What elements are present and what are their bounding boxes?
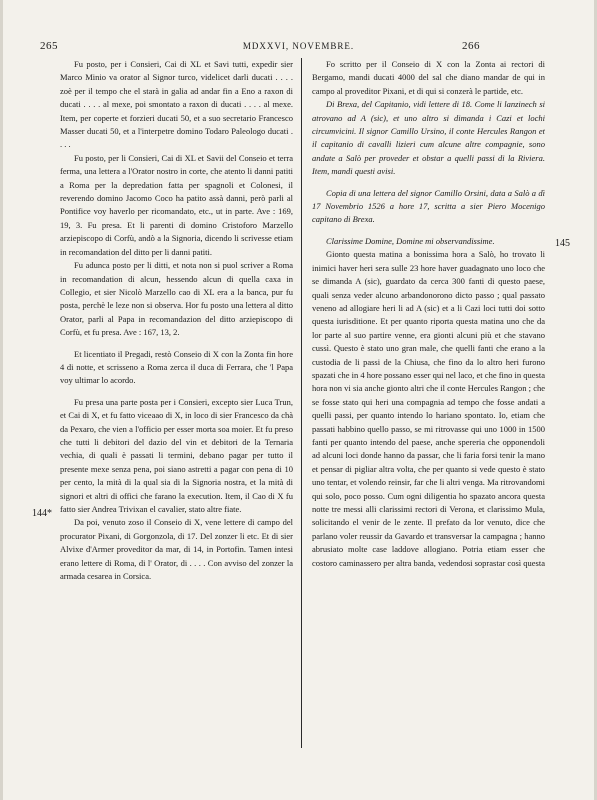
left-paragraph: Fu adunca posto per li ditti, et nota non si puol scriver a Roma in recomandation di alcun, hessendo alcun di quella caxa in Collegio, et sier Nicolò Marzello cao di XL era a la banca, pur fu posta, perchè le leze non si observa. Hor fu posto una lettera al ditto Orator, parli al Papa in recomandazion del ditto arziepiscopo di Corfù, et fu presa. Ave : 167, 13, 2. [60, 260, 293, 338]
column-divider [301, 58, 302, 748]
right-paragraph: Di Brexa, del Capitanio, vidi lettere di 18. Come li lanzinech si atrovano ad A (sic), et uno altro si dimanda i Cazi et lochi circumvicini. Il signor Camillo Ursino, il conte Hercules Rangon et il capitanio di cavalli lizieri cum alcune altre compagnie, sono andate a Salò per proveder et obstar a quelli passi di la Riviera. Item, mandi questi avisi. [312, 99, 545, 177]
right-paragraph: Fo scritto per il Conseio di X con la Zonta ai rectori di Bergamo, mandi ducati 4000 del sal che diano mandar de qui in campo al proveditor Pixani, et di qui si conzerà le partide, etc. [312, 59, 545, 96]
left-paragraph: Fu posto, per li Consieri, Cai di XL et Savii del Conseio et terra ferma, una lettera a l'Orator nostro in corte, che atento li danni patiti a Roma per la depredation fatta per spagnoli et Colonesi, il reverendo domino Jacomo Coco ha patito assà danni, però parli al Pontifice voy haverlo per ricomandato, etc., ut in parte. Ave : 169, 19, 3. Fu presa. Et li parenti di domino Cristoforo Marzello arziepiscopo di Corfù, andò a la Signoria, dicendo li scrivesse etiam in recomandation del ditto per li danni patiti. [60, 152, 293, 257]
left-paragraph: Da poi, venuto zoso il Conseio di X, vene lettere di campo del procurator Pixani, di Gorgonzola, di 17. Del zonzer li etc. Et di sier Alvixe d'Armer proveditor da mar, di 14, in Portofin. Tamen intesi erano lettere di Roma, di l' Orator, di . . . . Con avviso del zonzer la armada cesarea in Corsica. [60, 517, 293, 582]
right-column [312, 58, 545, 748]
margin-folio-right: 145 [555, 238, 570, 249]
left-paragraph: Fu presa una parte posta per i Consieri, excepto sier Luca Trun, et Cai di X, et fu fatto viceaao di X, in loco di sier Francesco da chà da Pexaro, che vien a l'officio per esser morta soa moier. Et fu preso che tutti li debitori del dazio del vin et debitori de la Ternaria vechia, di quali è passati li termini, debano pagar per tutto il presente mexe senza pena, poi siano astretti a pagar con pena di 10 per cento, la mità di la qual sia di la Signoria nostra, et la mità di signori et altri di offici che farano la execution. Item, il Cao di X fu fatto sier Andrea Trivixan el cavalier, stato altre fiate. [60, 396, 293, 514]
letter-salutation: Clarissime Domine, Domine mi observandissime. [326, 235, 495, 246]
left-paragraph: Et licentiato il Pregadi, restò Conseio di X con la Zonta fin hore 4 di notte, et scrisseno a Roma zerca il duca di Ferrara, che 'l Papa voy ultimar lo acordo. [60, 348, 293, 386]
margin-folio-left: 144* [32, 508, 52, 519]
page-number-right: 266 [462, 40, 480, 52]
page-number-left: 265 [40, 40, 58, 52]
left-column [60, 58, 293, 748]
scan-edge-left [0, 0, 3, 800]
running-head [0, 40, 597, 56]
running-title: MDXXVI, NOVEMBRE. [242, 41, 355, 51]
right-paragraph: Gionto questa matina a bonissima hora a Salò, ho trovato li inimici haver heri sera sulle 23 hore haver guadagnato uno loco che se dimanda A (sic), guardato da cerca 300 fanti di questo paese, quali senza veder alcuno arbandonorono dicto passo ; qual passato veneno ad allogiare heri li ad A (sic) et a li Cazi loci tutti doi sotto questa iurisditione. Et per quanto riporta questa matina uno che da lor parte al suo partire venne, era gionti alcuni più et che stavano cussì. Questo è stato uno gran male, che quelli fanti che erano a la custodia de li passi de la Chiusa, che fino da lo altro heri furono spazati che in 4 hore possano esser qui nel laco, et che fino in questa hora non vi sia anche gionto altri che il conte Hercules Rangon ; che se fosse stato qui heri una compagnia ad tempo che fosse andati a quelli passi, per quanto intendo lo hariano spontato. Io, etiam che passati habbino quello passo, se mi ritrovasse qui uno 1000 in 1500 fanti per quanto intendo del paese, anche spereria che opponendoli ad alcuni loci donde hanno da passar, che li faria forsi tenir la mano et pensar di pigliar altra volta, che per quanto si vede questo è stato uno tentar, et volendo reinsir, far che li altri venga. Ma ritrovandomi qui solo, poco posso. Cum ogni diligentia ho spazato ancora questa notte tre messi alli clarissimi rectori di Verona, et clarissimo Mula, solicitando el venir de le zente. Il prefato da lor venuto, dice che parlano voler reussir da Gavardo et transversar la campagna ; hanno abrusiato molte case laddove allogiano. Potria etiam esser che costoro caminassero per altra banda, vedendosi soprastar così questa [312, 249, 545, 568]
letter-heading: Copia di una lettera del signor Camillo Orsini, data a Salò a dì 17 Novembrio 1526 a hore 17, scritta a sier Piero Mocenigo capitano di Brexa. [312, 187, 545, 225]
left-paragraph: Fu posto, per i Consieri, Cai di XL et Savi tutti, expedir sier Marco Minio va orator al Signor turco, videlicet darli ducati . . . . zoè per il tempo che el starà in galia ad andar fin a Eno a raxon di ducati . . . . al mexe, poi smontato a raxon di ducati . . . . al mexe. Item, per coperte et forzieri ducati 50, et a suo secretario Francesco Masser ducati 50, et a l'interpetre domino Todaro Paleologo ducati . . . . [60, 59, 293, 150]
